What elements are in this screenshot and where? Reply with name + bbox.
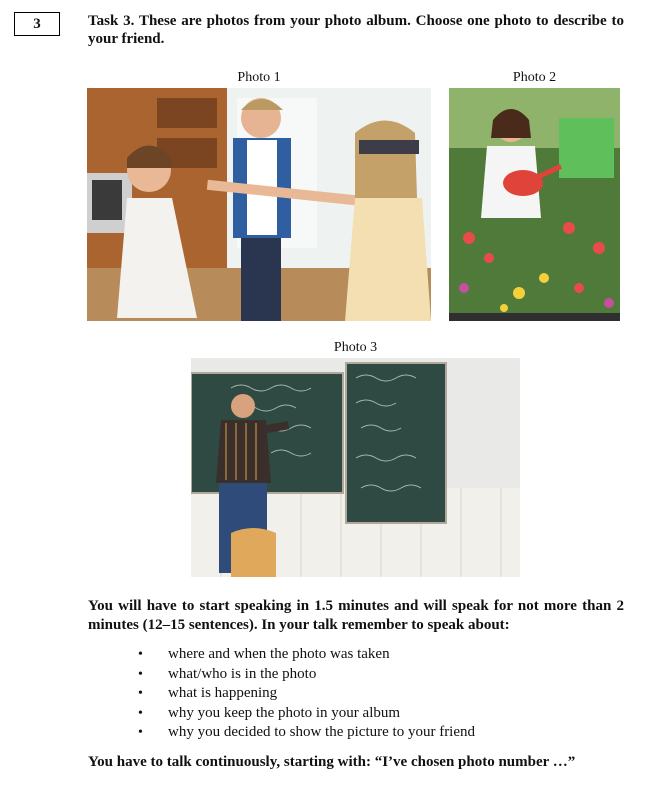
list-item: [138, 684, 475, 704]
photo-2-caption: Photo 2: [512, 70, 557, 85]
photo-3-image: [191, 358, 520, 577]
task-heading: Task 3. These are photos from your photo album. Choose one photo to describe to your friend.: [88, 13, 624, 47]
talking-points-list: [138, 645, 475, 743]
list-item-text: why you keep the photo in your album: [168, 704, 401, 721]
bullet-icon: •: [138, 666, 143, 682]
bullet-icon: •: [138, 686, 143, 701]
photo-2-image: [449, 88, 620, 321]
task-number-box: [14, 12, 60, 36]
list-item: [138, 645, 475, 665]
bullet-icon: •: [138, 647, 143, 662]
list-item: [138, 723, 475, 743]
photo-3-caption: Photo 3: [333, 340, 378, 355]
bullet-icon: •: [138, 705, 143, 721]
instructions-text: You will have to start speaking in 1.5 minutes and will speak for not more than 2 minutes (12–15 sentences). In your talk remember to speak about:: [88, 598, 624, 633]
list-item: [138, 704, 475, 724]
list-item-text: what/who is in the photo: [168, 665, 317, 682]
photo-1-caption: Photo 1: [237, 70, 281, 85]
closing-instruction: You have to talk continuously, starting with: “I’ve chosen photo number …”: [88, 754, 576, 770]
list-item-text: why you decided to show the picture to your friend: [168, 724, 476, 740]
bullet-icon: •: [138, 725, 143, 740]
list-item-text: where and when the photo was taken: [168, 646, 390, 662]
list-item: [138, 665, 475, 685]
list-item-text: what is happening: [168, 685, 278, 701]
photo-1-image: [87, 88, 431, 321]
task-number: 3: [33, 15, 41, 32]
